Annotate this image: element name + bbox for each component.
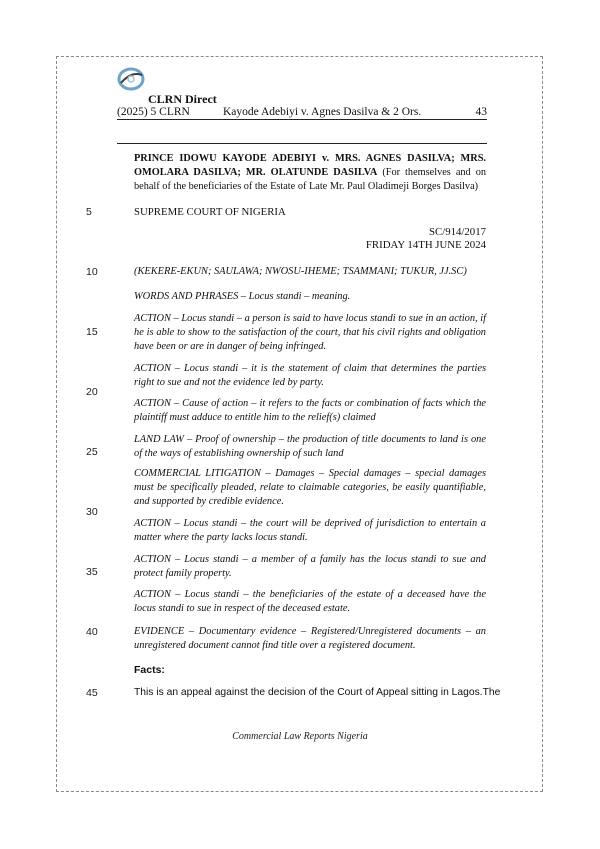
judgment-date: FRIDAY 14TH JUNE 2024 [365, 239, 486, 251]
facts-text: This is an appeal against the decision of the Court of Appeal sitting in Lagos.The [134, 687, 501, 698]
page-footer: Commercial Law Reports Nigeria [232, 731, 368, 742]
catchword: COMMERCIAL LITIGATION – Damages – Special damages – special damages must be specifically pleaded, relate to claimable categories, be easily quantifiable, and supported by credible evidence. [134, 468, 486, 507]
catchword: ACTION – Cause of action – it refers to the facts or combination of facts which the plaintiff must adduce to entitle him to the relief(s) claimed [134, 398, 486, 423]
brand-name: CLRN Direct [148, 92, 217, 106]
line-number: 35 [86, 566, 98, 578]
catchword: WORDS AND PHRASES – Locus standi – meaning. [134, 291, 351, 302]
facts-heading: Facts: [134, 664, 165, 676]
clrn-logo-icon [117, 67, 145, 91]
line-number: 15 [86, 326, 98, 338]
court-name: SUPREME COURT OF NIGERIA [134, 206, 286, 218]
running-head [117, 104, 487, 120]
running-parties: Kayode Adebiyi v. Agnes Dasilva & 2 Ors. [223, 106, 422, 118]
line-number: 20 [86, 386, 98, 398]
divider [117, 143, 487, 144]
catchword: EVIDENCE – Documentary evidence – Registered/Unregistered documents – an unregistered document cannot find title over a registered document. [134, 626, 486, 651]
citation: (2025) 5 CLRN [117, 106, 190, 118]
case-caption [134, 152, 486, 194]
catchword: LAND LAW – Proof of ownership – the production of title documents to land is one of the ways of establishing ownership of such land [134, 434, 486, 459]
line-number: 30 [86, 506, 98, 518]
suit-number: SC/914/2017 [429, 226, 486, 238]
caption-note: (For themselves and on behalf of the beneficiaries of the Estate of Late Mr. Paul Oladimeji Borges Dasilva) [134, 167, 486, 192]
catchword: ACTION – Locus standi – a person is said to have locus standi to sue in an action, if he is able to show to the satisfaction of the court, that his civil rights and obligation have been or are in danger of being infringed. [134, 313, 486, 352]
catchword: ACTION – Locus standi – the court will be deprived of jurisdiction to entertain a matter where the party lacks locus standi. [134, 518, 486, 543]
line-number: 45 [86, 687, 98, 699]
judges-panel: (KEKERE-EKUN; SAULAWA; NWOSU-IHEME; TSAMMANI; TUKUR, JJ.SC) [134, 266, 467, 277]
caption-parties: PRINCE IDOWU KAYODE ADEBIYI v. MRS. AGNES DASILVA; MRS. OMOLARA DASILVA; MR. OLATUNDE DASILVA [134, 153, 486, 178]
line-number: 25 [86, 446, 98, 458]
line-number: 5 [86, 206, 92, 218]
catchword: ACTION – Locus standi – it is the statement of claim that determines the parties right to sue and not the evidence led by party. [134, 363, 486, 388]
line-number: 40 [86, 626, 98, 638]
suit-info [134, 226, 486, 252]
line-number: 10 [86, 266, 98, 278]
catchword: ACTION – Locus standi – a member of a family has the locus standi to sue and protect family property. [134, 554, 486, 579]
catchword: ACTION – Locus standi – the beneficiaries of the estate of a deceased have the locus standi to sue in respect of the deceased estate. [134, 589, 486, 614]
page-number: 43 [475, 106, 487, 118]
